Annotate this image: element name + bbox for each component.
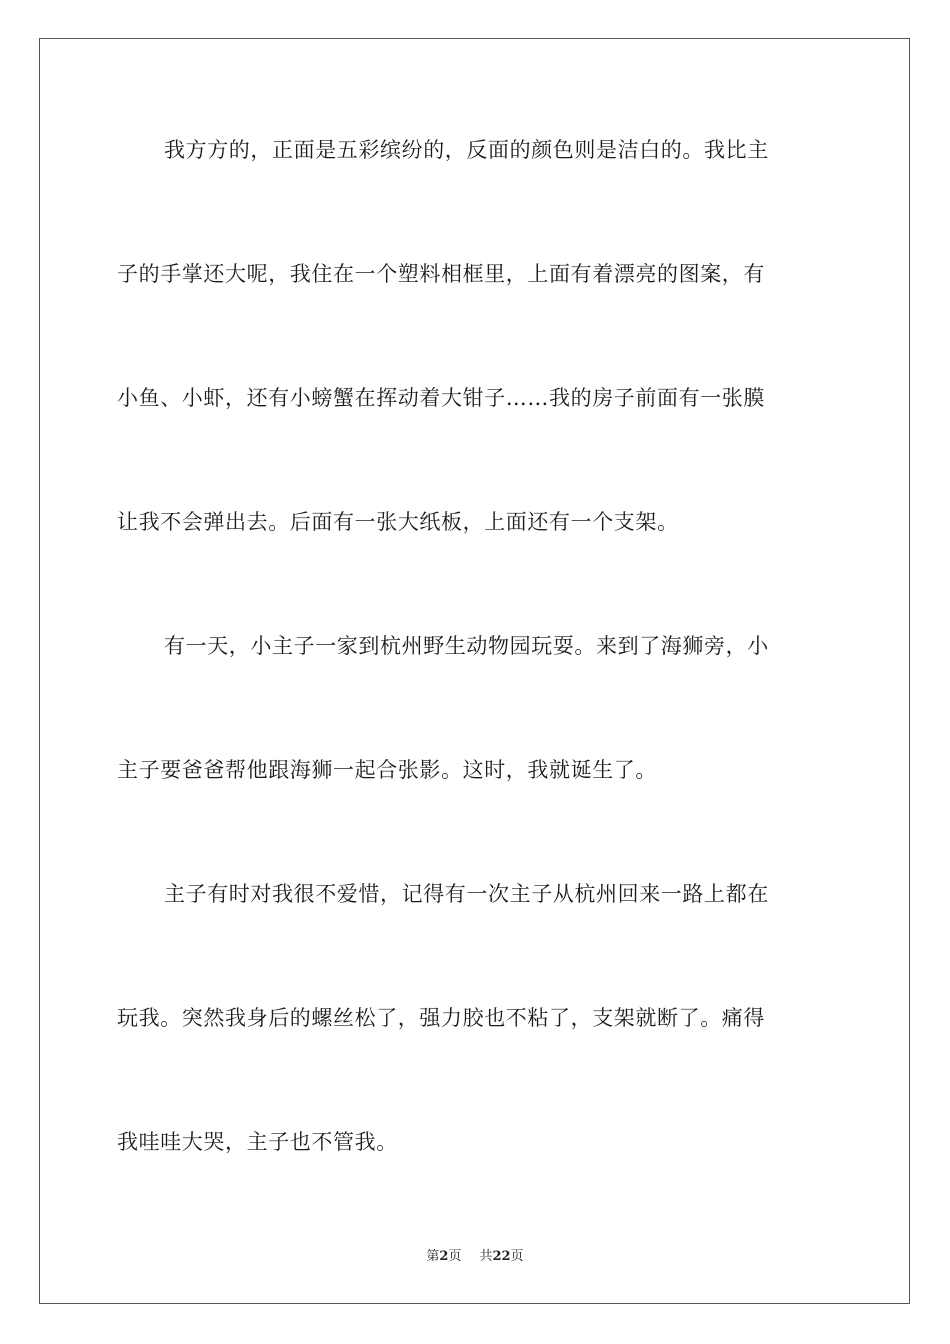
paragraph-3-line-1: 主子有时对我很不爱惜，记得有一次主子从杭州回来一路上都在 — [164, 882, 769, 906]
paragraph-3-line-3: 我哇哇大哭，主子也不管我。 — [117, 1130, 398, 1154]
paragraph-1-line-2: 子的手掌还大呢，我住在一个塑料相框里，上面有着漂亮的图案，有 — [117, 262, 765, 286]
paragraph-1-line-1: 我方方的，正面是五彩缤纷的，反面的颜色则是洁白的。我比主 — [164, 138, 769, 162]
page-footer — [0, 1248, 950, 1266]
page-suffix: 页 — [448, 1249, 462, 1264]
total-prefix: 共 — [479, 1249, 493, 1264]
paragraph-1-line-4: 让我不会弹出去。后面有一张大纸板，上面还有一个支架。 — [117, 510, 679, 534]
paragraph-3-line-2: 玩我。突然我身后的螺丝松了，强力胶也不粘了，支架就断了。痛得 — [117, 1006, 765, 1030]
total-pages: 22 — [492, 1249, 511, 1264]
page-prefix: 第 — [426, 1249, 440, 1264]
page-number: 2 — [439, 1249, 449, 1264]
paragraph-1-line-3: 小鱼、小虾，还有小螃蟹在挥动着大钳子……我的房子前面有一张膜 — [117, 386, 765, 410]
total-suffix: 页 — [510, 1249, 524, 1264]
paragraph-2-line-2: 主子要爸爸帮他跟海狮一起合张影。这时，我就诞生了。 — [117, 758, 657, 782]
page-frame — [39, 38, 910, 1304]
paragraph-2-line-1: 有一天，小主子一家到杭州野生动物园玩耍。来到了海狮旁，小 — [164, 634, 769, 658]
